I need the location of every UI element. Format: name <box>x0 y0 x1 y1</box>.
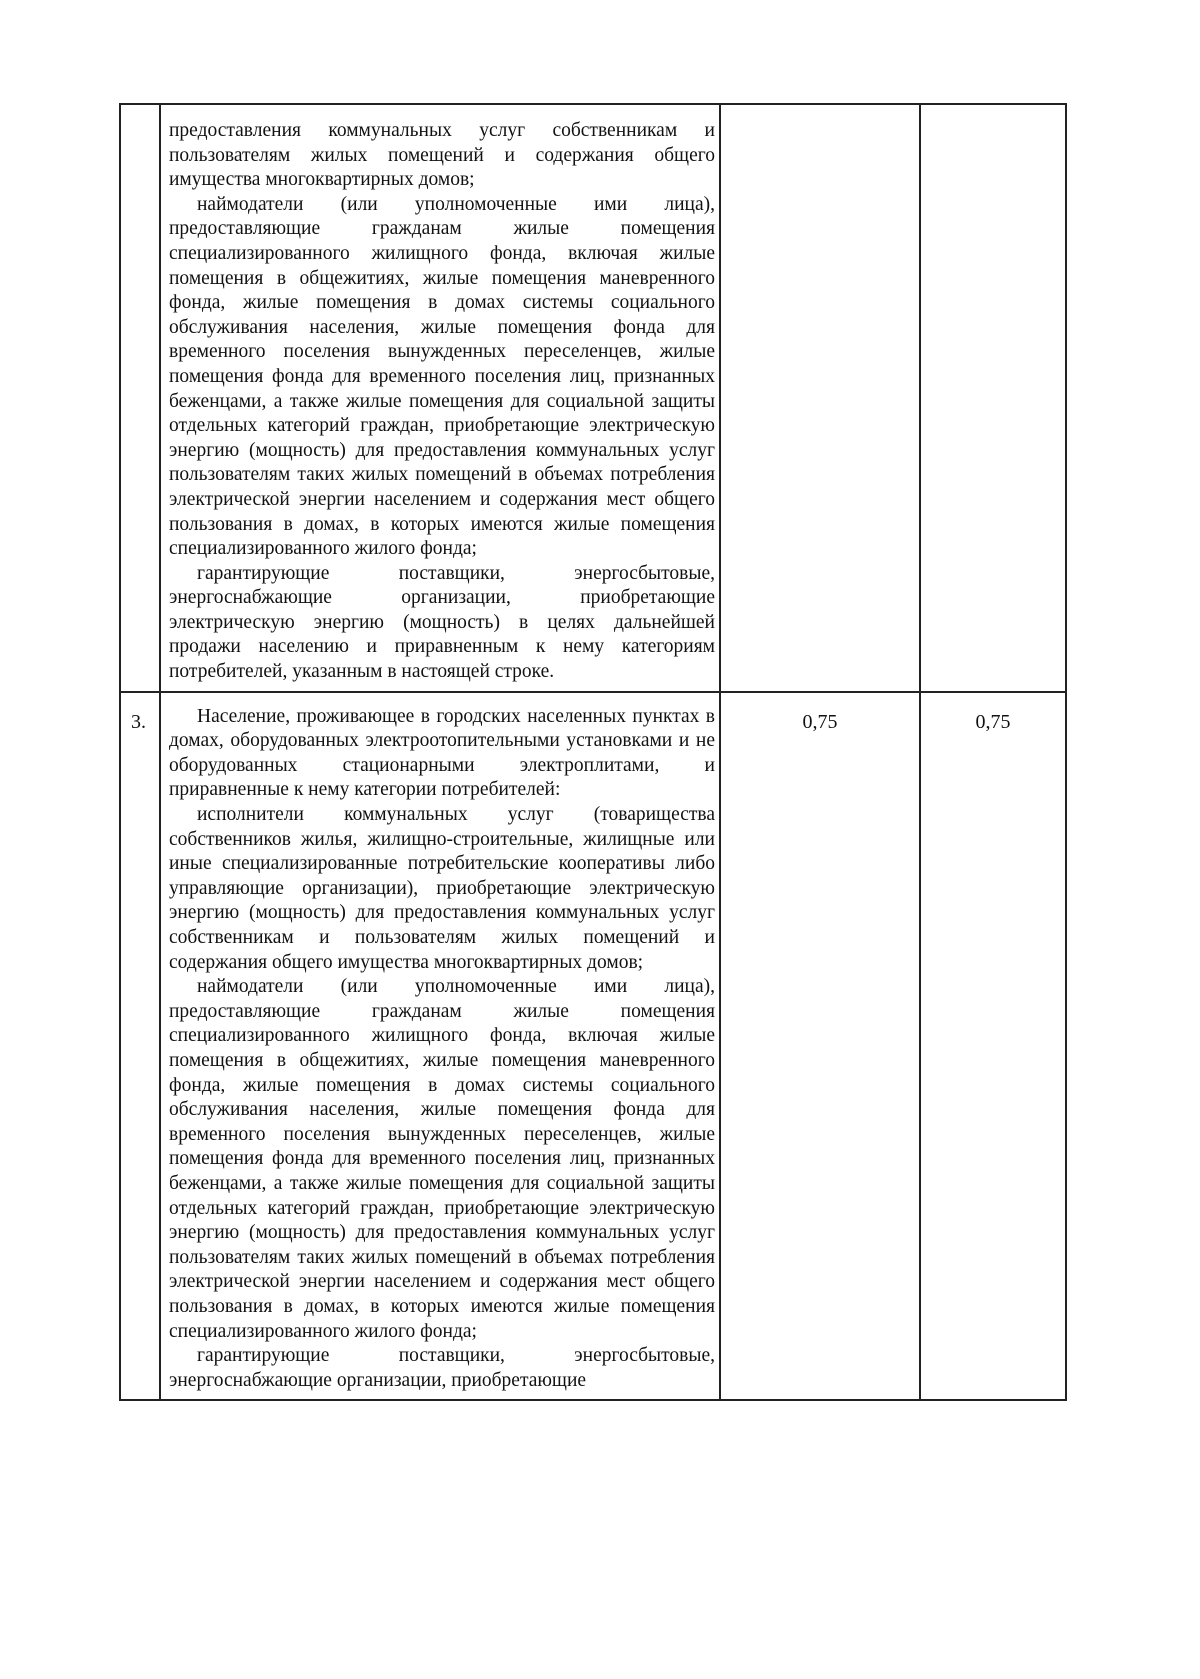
paragraph: предоставления коммунальных услуг собственникам и пользователям жилых помещений и содержания общего имущества многоквартирных домов; <box>169 120 715 191</box>
row-number-cell <box>120 104 160 692</box>
paragraph: наймодатели (или уполномоченные ими лица), предоставляющие гражданам жилые помещения специализированного жилищного фонда, включая жилые помещения в общежитиях, жилые помещения маневренного фонда, жилые помещения в домах системы социального обслуживания населения, жилые помещения фонда для временного поселения вынужденных переселенцев, жилые помещения фонда для временного поселения лиц, признанных беженцами, а также жилые помещения для социальной защиты отдельных категорий граждан, приобретающие электрическую энергию (мощность) для предоставления коммунальных услуг пользователям таких жилых помещений в объемах потребления электрической энергии населением и содержания мест общего пользования в домах, в которых имеются жилые помещения специализированного жилого фонда; <box>169 193 715 560</box>
row-number-cell: 3. <box>120 692 160 1401</box>
paragraph: Население, проживающее в городских населенных пунктах в домах, оборудованных электроотопительными установками и не оборудованных стационарными электроплитами, и приравненные к нему категории потребителей: <box>169 705 715 801</box>
value-cell-2: 0,75 <box>920 692 1066 1401</box>
tariff-table <box>119 103 1067 1401</box>
paragraph: гарантирующие поставщики, энергосбытовые, энергоснабжающие организации, приобретающие <box>169 1345 715 1391</box>
table-row-3 <box>120 692 1066 1401</box>
value-cell-1 <box>720 104 920 692</box>
paragraph: исполнители коммунальных услуг (товарищества собственников жилья, жилищно-строительные, жилищные или иные специализированные потребительские кооперативы либо управляющие организации), приобретающие электрическую энергию (мощность) для предоставления коммунальных услуг собственникам и пользователям жилых помещений и содержания общего имущества многоквартирных домов; <box>169 804 715 973</box>
value-cell-1: 0,75 <box>720 692 920 1401</box>
table-row-continued <box>120 104 1066 692</box>
paragraph: наймодатели (или уполномоченные ими лица), предоставляющие гражданам жилые помещения специализированного жилищного фонда, включая жилые помещения в общежитиях, жилые помещения маневренного фонда, жилые помещения в домах системы социального обслуживания населения, жилые помещения фонда для временного поселения вынужденных переселенцев, жилые помещения фонда для временного поселения лиц, признанных беженцами, а также жилые помещения для социальной защиты отдельных категорий граждан, приобретающие электрическую энергию (мощность) для предоставления коммунальных услуг пользователям таких жилых помещений в объемах потребления электрической энергии населением и содержания мест общего пользования в домах, в которых имеются жилые помещения специализированного жилого фонда; <box>169 976 715 1342</box>
consumer-category-cell <box>160 692 720 1401</box>
consumer-category-cell <box>160 104 720 692</box>
value-cell-2 <box>920 104 1066 692</box>
paragraph: гарантирующие поставщики, энергосбытовые, энергоснабжающие организации, приобретающие электрическую энергию (мощность) в целях дальнейшей продажи населению и приравненным к нему категориям потребителей, указанным в настоящей строке. <box>169 562 715 683</box>
